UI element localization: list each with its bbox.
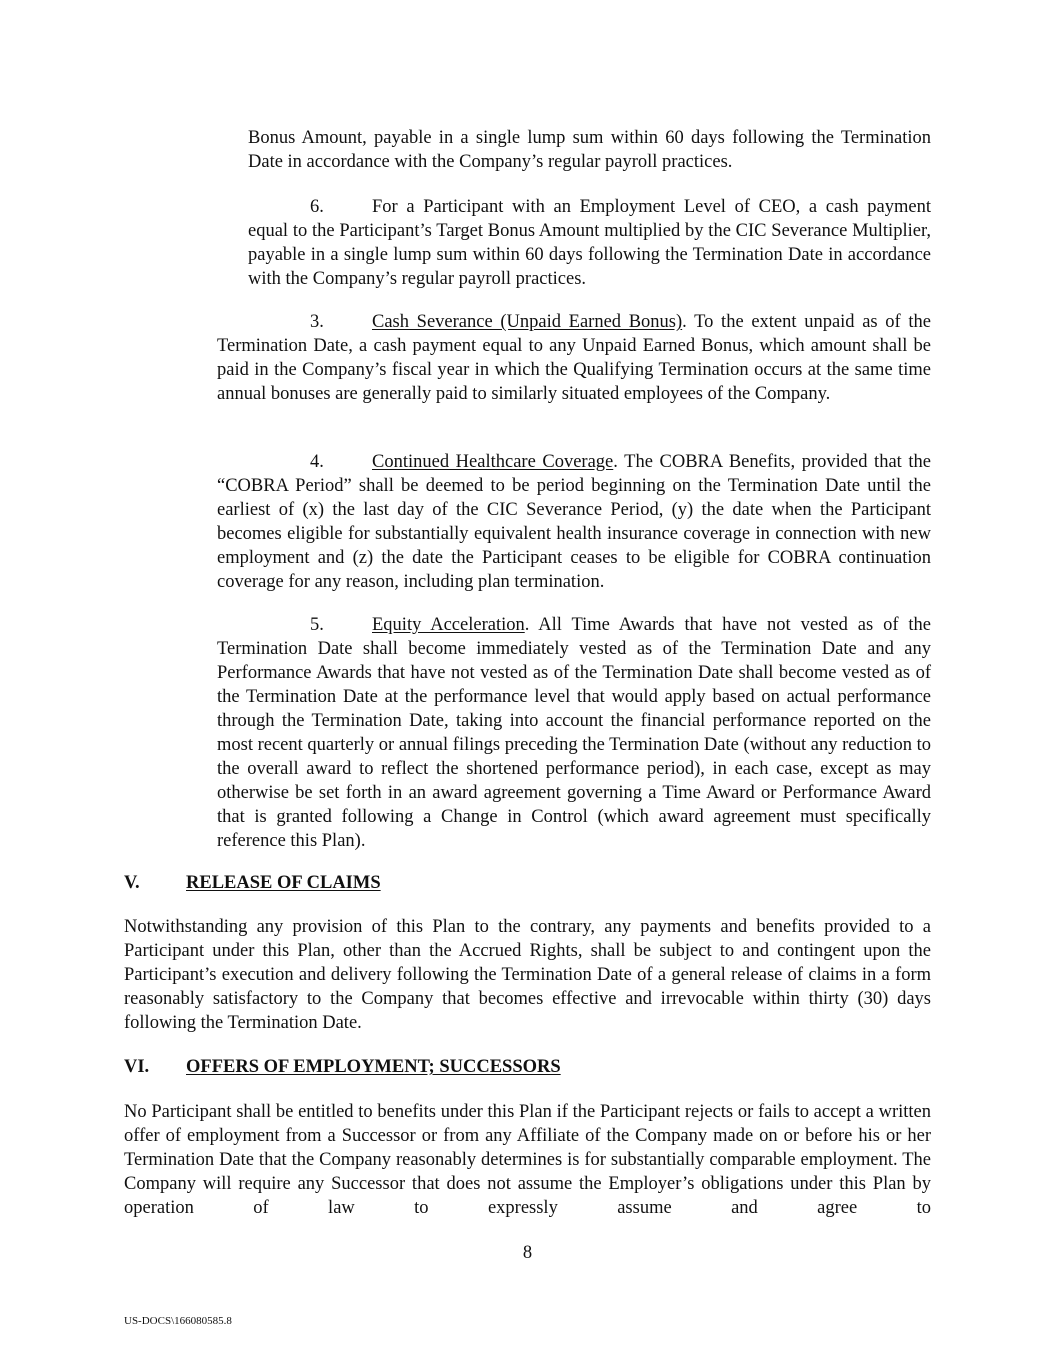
section-number: V. bbox=[124, 873, 140, 893]
paragraph-text: . All Time Awards that have not vested as of the Termination Date shall become immediately vested as of the Termination Date and any Performance Awards that have not vested as of the Termination Date shall become vested as of the Termination Date at the performance level that would apply based on actual performance through the Termination Date, taking into account the financial performance reported on the most recent quarterly or annual filings preceding the Termination Date (without any reduction to the overall award to reflect the shortened performance period), in each case, except as may otherwise be set forth in an award agreement governing a Time Award or Performance Award that is granted following a Change in Control (which award agreement must specifically reference this Plan). bbox=[217, 615, 931, 851]
offers-body-paragraph bbox=[124, 1100, 931, 1220]
item-5-paragraph bbox=[217, 613, 931, 853]
paragraph-text: For a Participant with an Employment Level of CEO, a cash payment equal to the Participant’s Target Bonus Amount multiplied by the CIC Severance Multiplier, payable in a single lump sum within 60 days following the Termination Date in accordance with the Company’s regular payroll practices. bbox=[248, 197, 931, 289]
release-body-paragraph bbox=[124, 915, 931, 1035]
paragraph-text: No Participant shall be entitled to benefits under this Plan if the Participant rejects or fails to accept a written offer of employment from a Successor or from any Affiliate of the Company made on or before his or her Termination Date that the Company reasonably determines is for substantially comparable employment. The Company will require any Successor that does not assume the Employer’s obligations under this Plan by operation of law to expressly assume and agree to bbox=[124, 1102, 931, 1218]
item-number: 6. bbox=[310, 197, 324, 217]
bonus-continuation-paragraph bbox=[248, 126, 931, 174]
section-number: VI. bbox=[124, 1057, 150, 1077]
item-title: Continued Healthcare Coverage bbox=[372, 452, 614, 472]
section-title: RELEASE OF CLAIMS bbox=[186, 873, 381, 893]
section-title: OFFERS OF EMPLOYMENT; SUCCESSORS bbox=[186, 1057, 561, 1077]
item-title: Equity Acceleration bbox=[372, 615, 525, 635]
paragraph-text: Bonus Amount, payable in a single lump sum within 60 days following the Termination Date in accordance with the Company’s regular payroll practices. bbox=[248, 128, 931, 172]
section-v-heading bbox=[124, 871, 624, 895]
paragraph-text: Notwithstanding any provision of this Plan to the contrary, any payments and benefits provided to a Participant under this Plan, other than the Accrued Rights, shall be subject to and contingent upon the Participant’s execution and delivery following the Termination Date of a general release of claims in a form reasonably satisfactory to the Company that becomes effective and irrevocable within thirty (30) days following the Termination Date. bbox=[124, 917, 931, 1033]
item-4-paragraph bbox=[217, 450, 931, 594]
document-id: US-DOCS\166080585.8 bbox=[124, 1315, 232, 1327]
item-3-paragraph bbox=[217, 310, 931, 406]
page-number: 8 bbox=[522, 1243, 533, 1263]
section-vi-heading bbox=[124, 1055, 724, 1079]
item-number: 4. bbox=[310, 452, 324, 472]
item-number: 5. bbox=[310, 615, 324, 635]
item-title: Cash Severance (Unpaid Earned Bonus) bbox=[372, 312, 683, 332]
paragraph-text: . The COBRA Benefits, provided that the “COBRA Period” shall be deemed to be period beginning on the Termination Date until the earliest of (x) the last day of the CIC Severance Period, (y) the date when the Participant becomes eligible for substantially equivalent health insurance coverage in connection with new employment and (z) the date the Participant ceases to be eligible for COBRA continuation coverage for any reason, including plan termination. bbox=[217, 452, 931, 592]
item-number: 3. bbox=[310, 312, 324, 332]
paragraph-text: . To the extent unpaid as of the Termination Date, a cash payment equal to any Unpaid Earned Bonus, which amount shall be paid in the Company’s fiscal year in which the Qualifying Termination occurs at the same time annual bonuses are generally paid to similarly situated employees of the Company. bbox=[217, 312, 931, 404]
item-6-paragraph bbox=[248, 195, 931, 291]
